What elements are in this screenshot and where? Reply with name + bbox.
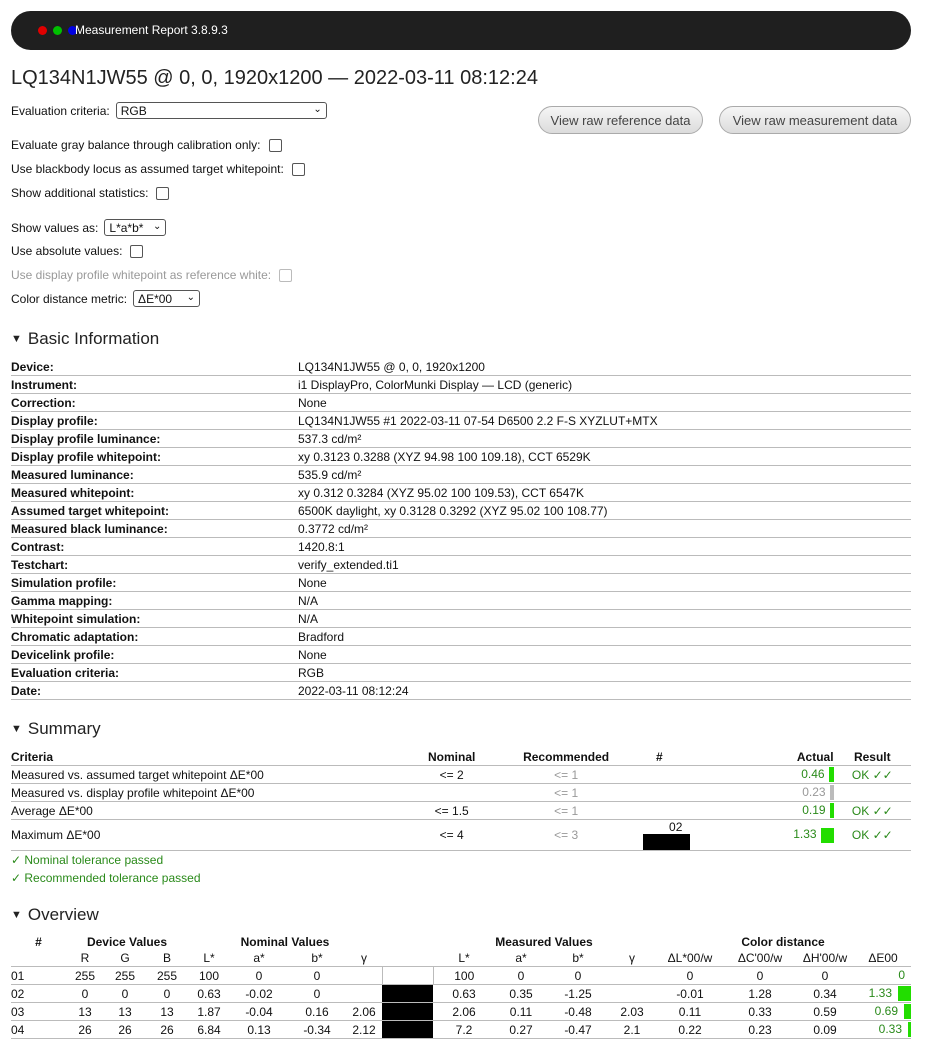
info-key: Chromatic adaptation: [11, 628, 298, 646]
delta-e-cell [855, 967, 911, 985]
evaluation-criteria-select[interactable] [116, 102, 327, 119]
overview-cell: 0.33 [725, 1003, 795, 1021]
recommended-cell: <= 1 [504, 766, 629, 784]
summary-row [11, 784, 911, 802]
overview-cell: 26 [66, 1021, 104, 1039]
result-cell: OK ✓✓ [834, 820, 911, 851]
delta-e-bar [908, 1022, 911, 1037]
overview-cell: 0.34 [795, 985, 855, 1003]
actual-value: 0.19 [802, 802, 826, 817]
info-value: LQ134N1JW55 @ 0, 0, 1920x1200 [298, 358, 911, 376]
overview-cell: 0.16 [288, 1003, 346, 1021]
triangle-down-icon: ▼ [11, 333, 22, 345]
overview-subheader: γ [346, 950, 382, 967]
overview-subheader: L* [433, 950, 495, 967]
overview-cell: 1.87 [188, 1003, 230, 1021]
overview-cell: 0.63 [188, 985, 230, 1003]
chevron-down-icon: ⌄ [186, 292, 196, 303]
overview-subheader: R [66, 950, 104, 967]
overview-cell: 2.06 [433, 1003, 495, 1021]
info-key: Evaluation criteria: [11, 664, 298, 682]
overview-group-header: Nominal Values [240, 935, 330, 949]
info-key: Correction: [11, 394, 298, 412]
result-cell: OK ✓✓ [834, 802, 911, 820]
overview-spacer [382, 934, 433, 950]
info-value: 535.9 cd/m² [298, 466, 911, 484]
overview-subheader: b* [288, 950, 346, 967]
overview-subheader: G [104, 950, 146, 967]
minimize-dot-icon[interactable] [53, 26, 62, 35]
color-metric-select[interactable] [133, 290, 200, 307]
overview-cell: 26 [104, 1021, 146, 1039]
overview-cell: 7.2 [433, 1021, 495, 1039]
recommended-cell: <= 1 [504, 784, 629, 802]
overview-group-row [11, 934, 911, 950]
overview-cell: -1.25 [547, 985, 609, 1003]
overview-subheader-row [11, 950, 911, 967]
overview-cell: -0.02 [230, 985, 288, 1003]
summary-header-row [11, 748, 911, 766]
triangle-down-icon: ▼ [11, 723, 22, 735]
overview-cell: -0.04 [230, 1003, 288, 1021]
info-row [11, 430, 911, 448]
row-id: 04 [11, 1021, 66, 1039]
num-cell [628, 820, 690, 851]
overview-cell: 13 [104, 1003, 146, 1021]
overview-cell: 255 [104, 967, 146, 985]
overview-cell: 0.13 [230, 1021, 288, 1039]
actual-value: 0.46 [801, 766, 825, 781]
absolute-values-checkbox[interactable] [130, 245, 143, 258]
overview-subheader: a* [230, 950, 288, 967]
info-row [11, 466, 911, 484]
overview-cell: 2.03 [609, 1003, 655, 1021]
overview-cell: 0 [146, 985, 188, 1003]
info-row [11, 484, 911, 502]
chevron-down-icon: ⌄ [313, 104, 322, 115]
overview-cell: 0.11 [655, 1003, 725, 1021]
overview-subheader: b* [547, 950, 609, 967]
criteria-cell: Measured vs. assumed target whitepoint ΔE*00 [11, 766, 400, 784]
overview-cell: 0 [495, 967, 547, 985]
delta-e-cell [855, 1021, 911, 1039]
actual-bar [830, 785, 834, 800]
overview-cell [609, 985, 655, 1003]
actual-cell [690, 802, 833, 820]
overview-group-header: Color distance [741, 935, 825, 949]
info-row [11, 646, 911, 664]
overview-cell: 0 [288, 985, 346, 1003]
profile-whitepoint-row [11, 268, 292, 282]
row-id: 03 [11, 1003, 66, 1021]
overview-cell: 0.22 [655, 1021, 725, 1039]
evaluation-criteria-value: RGB [120, 103, 147, 118]
info-row [11, 556, 911, 574]
gray-balance-label: Evaluate gray balance through calibration only: [11, 138, 261, 152]
overview-cell: 6.84 [188, 1021, 230, 1039]
info-row [11, 520, 911, 538]
actual-cell [690, 784, 833, 802]
overview-cell: 13 [66, 1003, 104, 1021]
show-values-label: Show values as: [11, 220, 99, 235]
swatch-header [382, 950, 433, 967]
info-key: Whitepoint simulation: [11, 610, 298, 628]
show-values-value: L*a*b* [109, 220, 144, 235]
additional-stats-label: Show additional statistics: [11, 186, 149, 200]
overview-cell: -0.48 [547, 1003, 609, 1021]
overview-row [11, 985, 911, 1003]
show-values-select[interactable] [104, 219, 166, 236]
color-swatch [643, 834, 690, 850]
info-key: Date: [11, 682, 298, 700]
info-row [11, 358, 911, 376]
overview-title: Overview [27, 905, 99, 924]
nominal-cell: <= 4 [400, 820, 504, 851]
info-value: xy 0.312 0.3284 (XYZ 95.02 100 109.53), CCT 6547K [298, 484, 911, 502]
overview-table [11, 934, 911, 1039]
info-value: i1 DisplayPro, ColorMunki Display — LCD (generic) [298, 376, 911, 394]
info-key: Measured luminance: [11, 466, 298, 484]
row-id: 01 [11, 967, 66, 985]
info-value: Bradford [298, 628, 911, 646]
info-key: Simulation profile: [11, 574, 298, 592]
actual-bar [830, 803, 834, 818]
overview-cell: -0.34 [288, 1021, 346, 1039]
result-cell [834, 784, 911, 802]
evaluation-criteria-row [11, 102, 327, 119]
info-value: N/A [298, 592, 911, 610]
overview-row [11, 1021, 911, 1039]
window-title: Measurement Report 3.8.9.3 [75, 23, 228, 37]
summary-row [11, 766, 911, 784]
info-row [11, 412, 911, 430]
chevron-down-icon: ⌄ [153, 221, 162, 232]
delta-e-bar [904, 1004, 911, 1019]
overview-cell: 13 [146, 1003, 188, 1021]
overview-cell: 0.35 [495, 985, 547, 1003]
overview-cell: 0 [655, 967, 725, 985]
delta-e-value: 0.33 [878, 1021, 902, 1036]
actual-value: 0.23 [802, 784, 826, 799]
info-value: xy 0.3123 0.3288 (XYZ 94.98 100 109.18), CCT 6529K [298, 448, 911, 466]
overview-cell: 0.09 [795, 1021, 855, 1039]
profile-whitepoint-label: Use display profile whitepoint as reference white: [11, 268, 272, 282]
overview-subheader: ΔE00 [855, 950, 911, 967]
num-cell [628, 766, 690, 784]
summary-header: Recommended [504, 748, 629, 766]
overview-cell: 0 [288, 967, 346, 985]
gray-balance-row [11, 138, 282, 152]
overview-subheader: γ [609, 950, 655, 967]
nominal-cell: <= 1.5 [400, 802, 504, 820]
overview-cell: 0 [547, 967, 609, 985]
info-row [11, 610, 911, 628]
blackbody-checkbox[interactable] [292, 163, 305, 176]
info-value: RGB [298, 664, 911, 682]
overview-subheader: ΔC'00/w [725, 950, 795, 967]
overview-cell [346, 967, 382, 985]
info-row [11, 628, 911, 646]
summary-header: # [628, 748, 690, 766]
num-cell [628, 802, 690, 820]
delta-e-value: 0 [898, 967, 905, 982]
actual-cell [690, 766, 833, 784]
color-swatch [382, 1003, 433, 1021]
nominal-cell: <= 2 [400, 766, 504, 784]
overview-cell: 255 [146, 967, 188, 985]
delta-e-value: 0.69 [874, 1003, 898, 1018]
view-raw-measurement-button[interactable]: View raw measurement data [719, 106, 911, 134]
additional-stats-checkbox[interactable] [156, 187, 169, 200]
info-row [11, 538, 911, 556]
blackbody-row [11, 162, 305, 176]
info-value: LQ134N1JW55 #1 2022-03-11 07-54 D6500 2.2 F-S XYZLUT+MTX [298, 412, 911, 430]
color-metric-row [11, 290, 200, 307]
delta-e-cell [855, 985, 911, 1003]
overview-group-header: Device Values [86, 935, 168, 949]
info-key: Devicelink profile: [11, 646, 298, 664]
overview-cell [346, 985, 382, 1003]
overview-subheader: L* [188, 950, 230, 967]
info-key: Instrument: [11, 376, 298, 394]
num-cell [628, 784, 690, 802]
patch-number: 02 [669, 820, 683, 834]
info-value: 537.3 cd/m² [298, 430, 911, 448]
overview-cell: 0 [795, 967, 855, 985]
overview-cell: 0 [230, 967, 288, 985]
info-row [11, 502, 911, 520]
info-key: Assumed target whitepoint: [11, 502, 298, 520]
criteria-cell: Maximum ΔE*00 [11, 820, 400, 851]
evaluation-criteria-label: Evaluation criteria: [11, 103, 110, 118]
summary-header: Criteria [11, 748, 400, 766]
info-row [11, 376, 911, 394]
overview-cell: 0.27 [495, 1021, 547, 1039]
recommended-pass-text: ✓ Recommended tolerance passed [11, 871, 201, 885]
absolute-values-row [11, 244, 143, 258]
overview-cell: 0.63 [433, 985, 495, 1003]
info-key: Display profile luminance: [11, 430, 298, 448]
close-dot-icon[interactable] [38, 26, 47, 35]
basic-info-table [11, 358, 911, 700]
overview-group-header: Measured Values [495, 935, 593, 949]
actual-cell [690, 820, 833, 851]
summary-toggle[interactable] [11, 719, 101, 739]
overview-group-header: # [35, 935, 42, 949]
info-key: Measured whitepoint: [11, 484, 298, 502]
info-row [11, 448, 911, 466]
color-swatch [382, 985, 433, 1003]
actual-value: 1.33 [793, 827, 817, 842]
info-row [11, 592, 911, 610]
criteria-cell: Average ΔE*00 [11, 802, 400, 820]
info-row [11, 394, 911, 412]
overview-cell: 0.11 [495, 1003, 547, 1021]
overview-cell: 26 [146, 1021, 188, 1039]
show-values-row [11, 219, 166, 236]
summary-header: Nominal [400, 748, 504, 766]
color-swatch [382, 1021, 433, 1039]
delta-e-value: 1.33 [868, 985, 892, 1000]
result-cell: OK ✓✓ [834, 766, 911, 784]
summary-title: Summary [27, 719, 101, 738]
info-value: N/A [298, 610, 911, 628]
view-raw-reference-button[interactable]: View raw reference data [538, 106, 703, 134]
info-value: verify_extended.ti1 [298, 556, 911, 574]
blackbody-label: Use blackbody locus as assumed target whitepoint: [11, 162, 284, 176]
info-key: Display profile whitepoint: [11, 448, 298, 466]
overview-subheader: ΔL*00/w [655, 950, 725, 967]
overview-cell: -0.01 [655, 985, 725, 1003]
info-key: Gamma mapping: [11, 592, 298, 610]
summary-table [11, 748, 911, 851]
info-key: Measured black luminance: [11, 520, 298, 538]
basic-info-toggle[interactable] [11, 329, 159, 349]
info-row [11, 664, 911, 682]
additional-stats-row [11, 186, 169, 200]
actual-bar [821, 828, 834, 843]
info-row [11, 682, 911, 700]
overview-subheader: a* [495, 950, 547, 967]
summary-row [11, 802, 911, 820]
overview-toggle[interactable] [11, 905, 99, 925]
title-bar [11, 11, 911, 50]
summary-row [11, 820, 911, 851]
overview-cell: 1.28 [725, 985, 795, 1003]
info-value: None [298, 574, 911, 592]
overview-cell: 0 [725, 967, 795, 985]
info-value: 1420.8:1 [298, 538, 911, 556]
basic-info-title: Basic Information [27, 329, 160, 348]
color-metric-value: ΔE*00 [138, 291, 173, 306]
actual-bar [829, 767, 834, 782]
info-key: Testchart: [11, 556, 298, 574]
overview-subheader: ΔH'00/w [795, 950, 855, 967]
overview-cell: 100 [433, 967, 495, 985]
delta-e-cell [855, 1003, 911, 1021]
overview-cell: 0 [104, 985, 146, 1003]
absolute-values-label: Use absolute values: [11, 244, 123, 258]
overview-cell: 0.59 [795, 1003, 855, 1021]
info-value: None [298, 394, 911, 412]
overview-cell: 0 [66, 985, 104, 1003]
info-value: 0.3772 cd/m² [298, 520, 911, 538]
recommended-cell: <= 3 [504, 820, 629, 851]
overview-cell: -0.47 [547, 1021, 609, 1039]
overview-cell: 2.12 [346, 1021, 382, 1039]
row-id: 02 [11, 985, 66, 1003]
overview-cell: 2.06 [346, 1003, 382, 1021]
overview-cell: 2.1 [609, 1021, 655, 1039]
color-metric-label: Color distance metric: [11, 291, 128, 306]
page-title: LQ134N1JW55 @ 0, 0, 1920x1200 — 2022-03-11 08:12:24 [11, 67, 538, 89]
overview-cell: 0.23 [725, 1021, 795, 1039]
triangle-down-icon: ▼ [11, 909, 22, 921]
overview-cell: 255 [66, 967, 104, 985]
nominal-pass-text: ✓ Nominal tolerance passed [11, 853, 164, 867]
info-value: 6500K daylight, xy 0.3128 0.3292 (XYZ 95.02 100 108.77) [298, 502, 911, 520]
nominal-cell [400, 784, 504, 802]
overview-subheader: B [146, 950, 188, 967]
summary-header: Result [834, 748, 911, 766]
info-key: Display profile: [11, 412, 298, 430]
recommended-cell: <= 1 [504, 802, 629, 820]
color-swatch [382, 967, 433, 985]
overview-row [11, 967, 911, 985]
overview-subheader [11, 950, 66, 967]
profile-whitepoint-checkbox [279, 269, 292, 282]
info-row [11, 574, 911, 592]
gray-balance-checkbox[interactable] [269, 139, 282, 152]
info-key: Device: [11, 358, 298, 376]
summary-header: Actual [690, 748, 833, 766]
delta-e-bar [898, 986, 911, 1001]
info-value: 2022-03-11 08:12:24 [298, 682, 911, 700]
overview-cell [609, 967, 655, 985]
overview-row [11, 1003, 911, 1021]
overview-cell: 100 [188, 967, 230, 985]
info-value: None [298, 646, 911, 664]
info-key: Contrast: [11, 538, 298, 556]
criteria-cell: Measured vs. display profile whitepoint ΔE*00 [11, 784, 400, 802]
